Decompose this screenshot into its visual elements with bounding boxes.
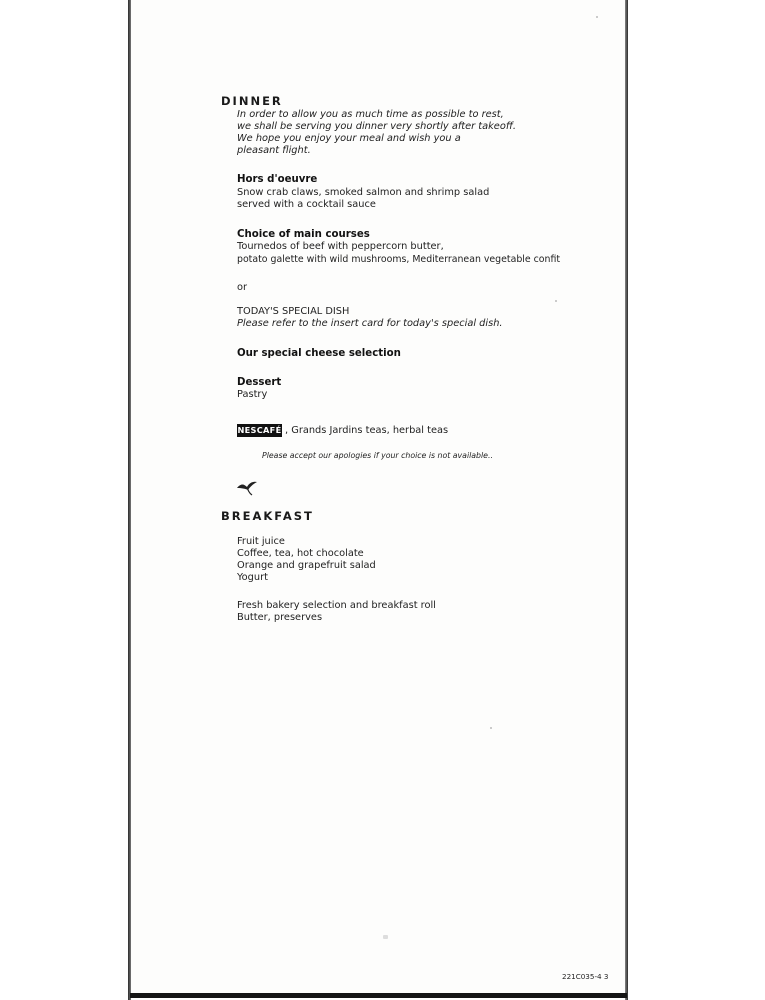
menu-card [131,0,625,993]
breakfast-heading: BREAKFAST [221,509,314,523]
scan-edge-bottom [130,993,627,998]
scan-speck [555,300,557,302]
beverages-line: , Grands Jardins teas, herbal teas [285,425,449,436]
special-dish-note: Please refer to the insert card for today's special dish. [237,318,503,329]
hors-doeuvre-title: Hors d'oeuvre [237,174,318,185]
main-course-line: Tournedos of beef with peppercorn butter, [237,241,444,252]
or-label: or [237,282,248,293]
scan-speck [596,16,598,18]
seagull-ornament-icon [236,478,258,496]
breakfast-item: Orange and grapefruit salad [237,560,376,571]
main-courses-title: Choice of main courses [237,229,370,240]
bakery-item: Fresh bakery selection and breakfast roll [237,600,436,611]
dinner-intro-line: In order to allow you as much time as possible to rest, [237,109,504,120]
main-course-line: potato galette with wild mushrooms, Mediterranean vegetable confit [237,254,561,265]
hors-doeuvre-line: Snow crab claws, smoked salmon and shrimp salad [237,187,490,198]
footer-code: 221C035-4 3 [562,972,609,981]
dinner-intro-line: we shall be serving you dinner very shortly after takeoff. [237,121,517,132]
breakfast-item: Coffee, tea, hot chocolate [237,548,364,559]
scan-edge-right [625,0,628,1000]
dinner-intro-line: We hope you enjoy your meal and wish you a [237,133,461,144]
breakfast-item: Fruit juice [237,536,285,547]
scan-speck [490,727,492,729]
scan-speck [383,935,388,939]
dinner-intro-line: pleasant flight. [237,145,311,156]
special-dish-title: TODAY'S SPECIAL DISH [237,306,350,317]
breakfast-item: Yogurt [237,572,268,583]
cheese-title: Our special cheese selection [237,348,401,359]
dessert-item: Pastry [237,389,268,400]
dinner-heading: DINNER [221,94,283,108]
apology-note: Please accept our apologies if your choice is not available.. [262,451,493,460]
nescafe-logo: NESCAFÉ [237,425,282,435]
bakery-item: Butter, preserves [237,612,323,623]
hors-doeuvre-line: served with a cocktail sauce [237,199,376,210]
dessert-title: Dessert [237,377,282,388]
